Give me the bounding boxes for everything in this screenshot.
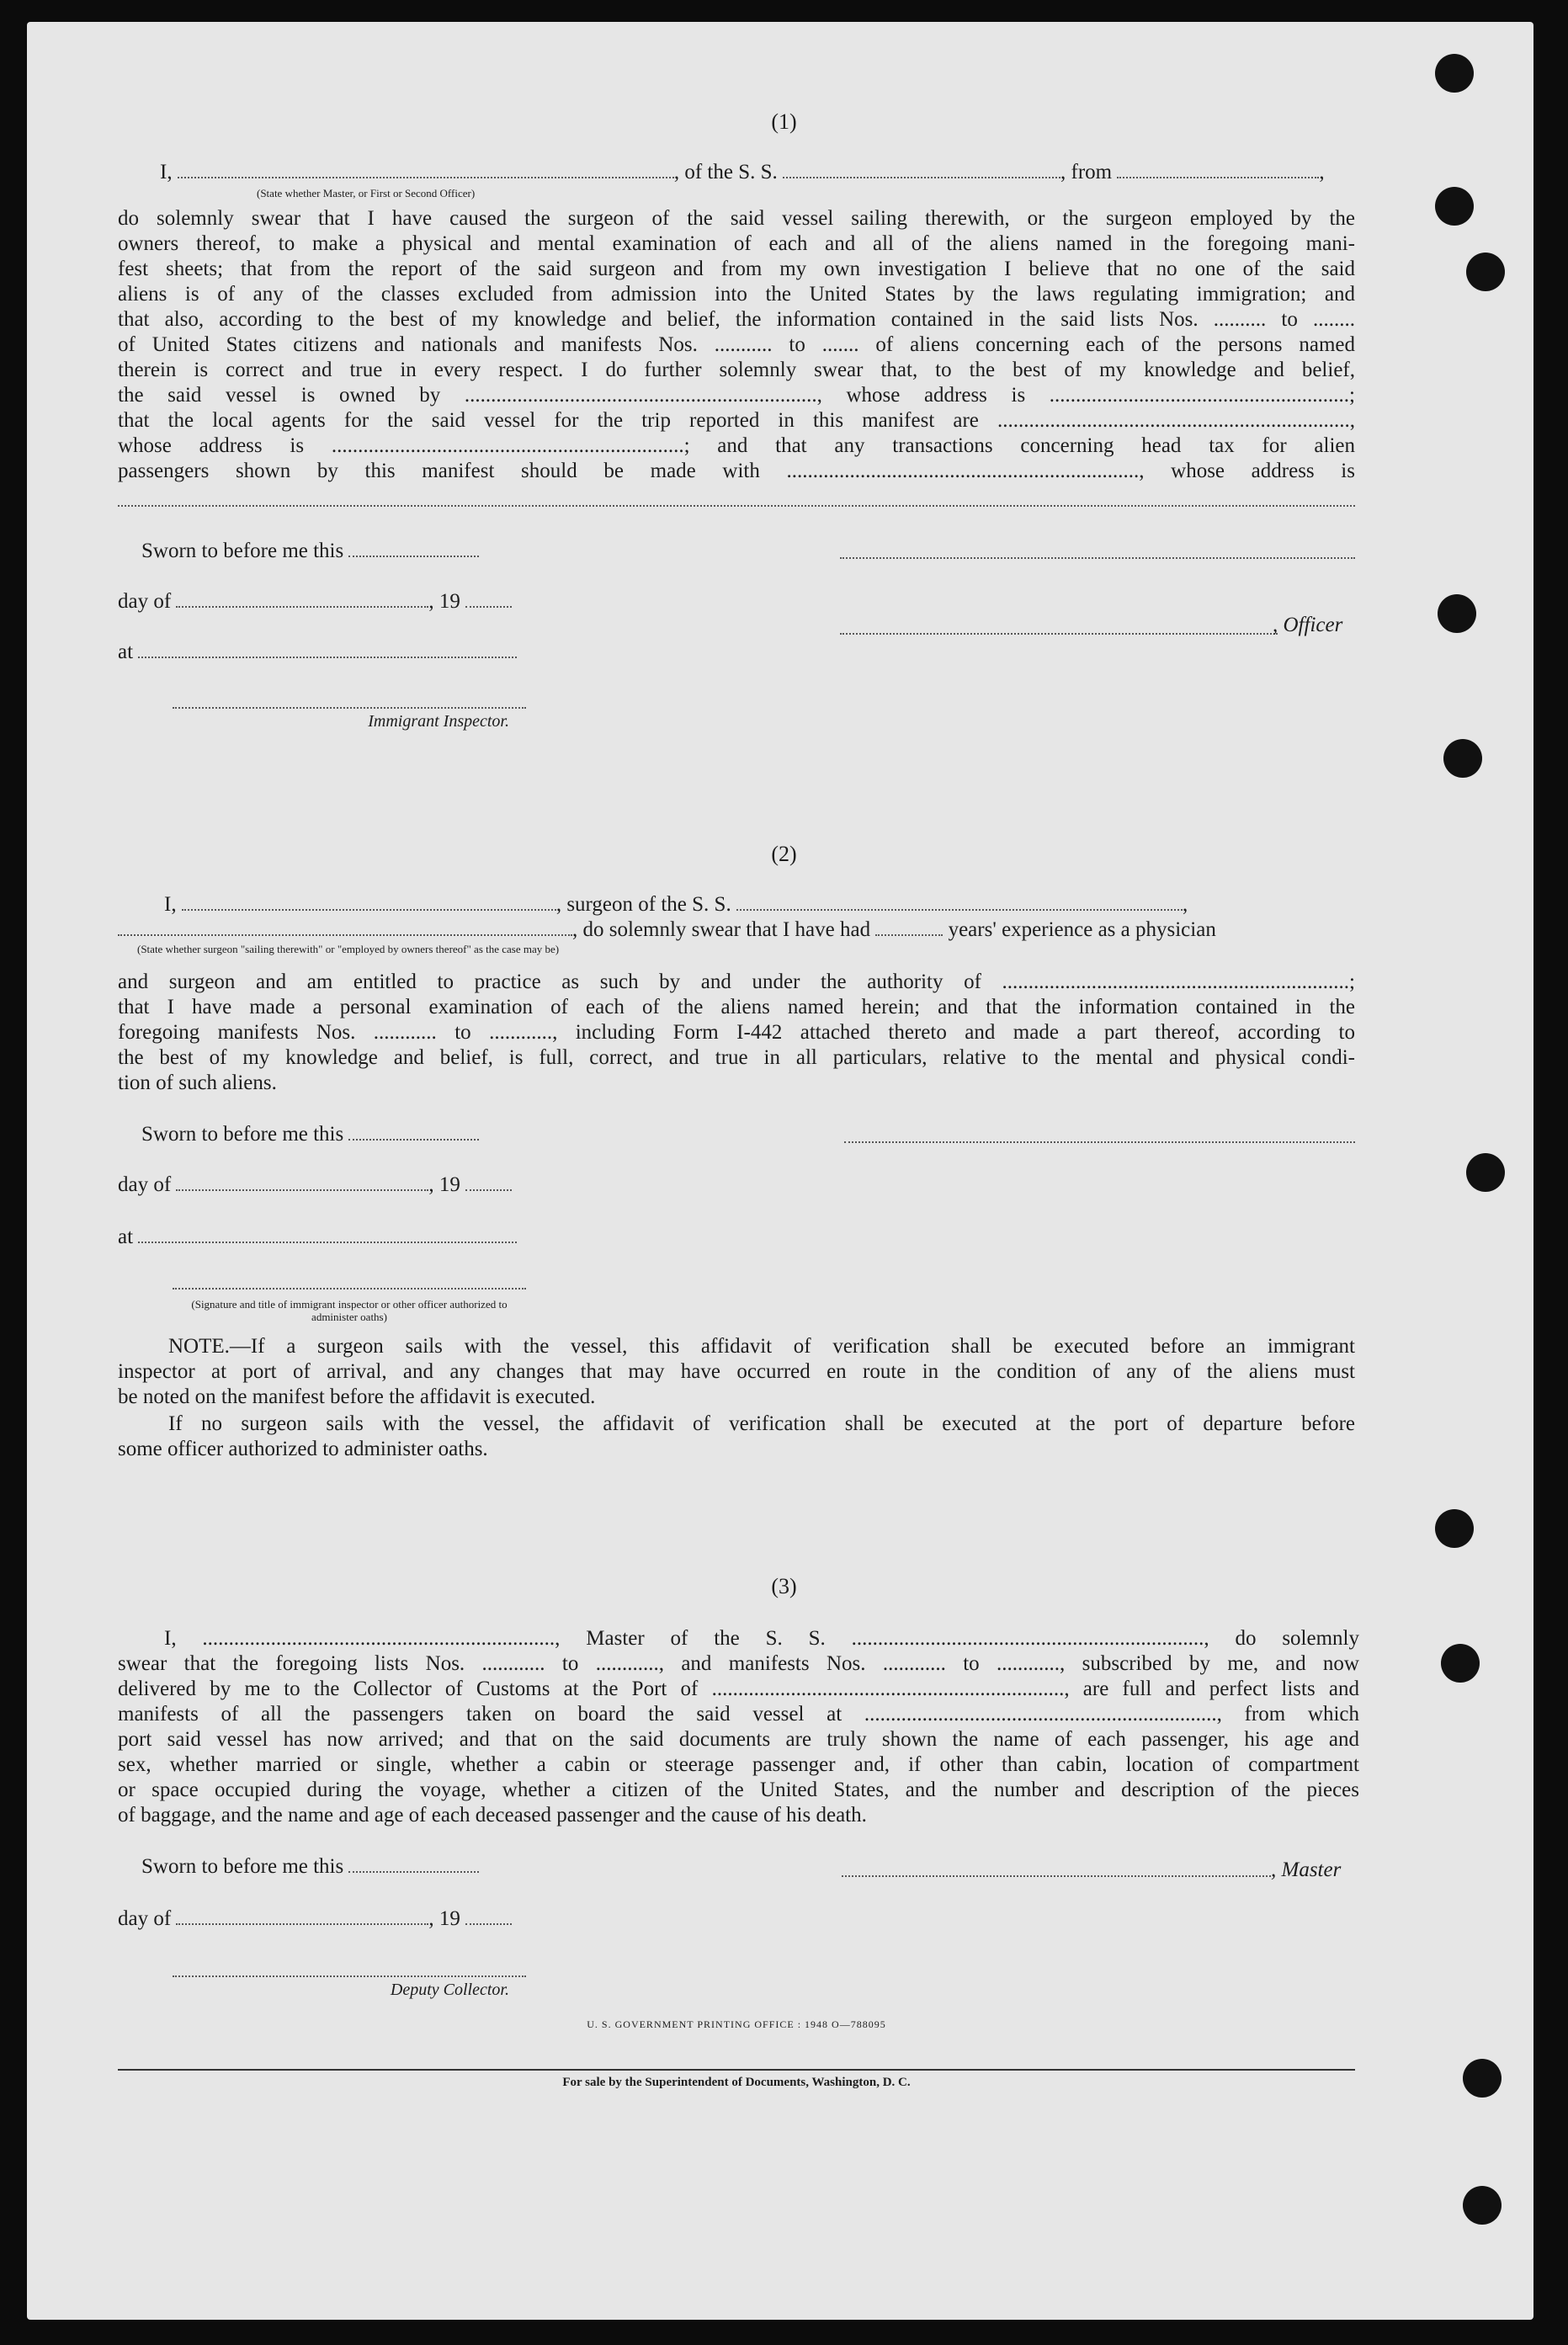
oath-line: that the local agents for the said vessel for the trip reported in this manifest are ..................................................................., bbox=[118, 409, 1355, 432]
oath-line: of United States citizens and nationals and manifests Nos. ........... to ....... of aliens concerning each of the persons named bbox=[118, 333, 1355, 356]
sale-notice: For sale by the Superintendent of Documents, Washington, D. C. bbox=[562, 2076, 911, 2089]
officer-signature-line[interactable] bbox=[840, 557, 1355, 559]
binder-hole bbox=[1463, 2186, 1502, 2225]
oath-line: port said vessel has now arrived; and that on the said documents are truly shown the name of each passenger, his age and bbox=[118, 1728, 1359, 1751]
officer-hint: (State whether Master, or First or Second Officer) bbox=[257, 187, 476, 199]
binder-hole bbox=[1435, 187, 1474, 226]
surgeon-status-field[interactable] bbox=[118, 917, 572, 936]
day-field[interactable] bbox=[176, 1172, 428, 1191]
oath-line: sex, whether married or single, whether a cabin or steerage passenger and, if other than cabin, location of compartment bbox=[118, 1753, 1359, 1776]
sworn-date-field[interactable] bbox=[348, 1854, 479, 1873]
binder-hole bbox=[1463, 2059, 1502, 2098]
oath-line: do solemnly swear that I have caused the surgeon of the said vessel sailing therewith, or the surgeon employed by the bbox=[118, 207, 1355, 230]
sworn-line: Sworn to before me this bbox=[141, 1122, 479, 1147]
note-line: be noted on the manifest before the affidavit is executed. bbox=[118, 1385, 596, 1408]
day-line: day of , 19 bbox=[118, 589, 512, 614]
note-line: NOTE.—If a surgeon sails with the vessel, this affidavit of verification shall be executed before an immigrant bbox=[168, 1335, 1355, 1358]
sworn-date-field[interactable] bbox=[348, 539, 479, 557]
section-number: (2) bbox=[771, 842, 797, 866]
footer-rule bbox=[118, 2069, 1355, 2071]
sworn-line: Sworn to before me this bbox=[141, 1854, 479, 1880]
surgeon-line: I, , surgeon of the S. S. , bbox=[164, 893, 1188, 916]
section-number: (3) bbox=[771, 1574, 797, 1598]
oath-line: of baggage, and the name and age of each deceased passenger and the cause of his death. bbox=[118, 1804, 867, 1827]
year-field[interactable] bbox=[465, 1906, 512, 1925]
oath-line: aliens is of any of the classes excluded from admission into the United States by the laws regulating immigration; and bbox=[118, 283, 1355, 306]
oath-line: and surgeon and am entitled to practice as such by and under the authority of ..................................................................; bbox=[118, 970, 1355, 993]
oath-line: I, ..................................................................., Master of the S. S. ..................................................................., do solemnly bbox=[164, 1627, 1359, 1650]
vessel-name-field[interactable] bbox=[736, 892, 1183, 911]
at-line: at bbox=[118, 640, 517, 665]
oath-line: owners thereof, to make a physical and mental examination of each and all of the aliens named in the foregoing mani- bbox=[118, 232, 1355, 255]
sworn-line: Sworn to before me this bbox=[141, 539, 479, 564]
oath-line: therein is correct and true in every respect. I do further solemnly swear that, to the best of my knowledge and belief, bbox=[118, 359, 1355, 381]
section-number: (1) bbox=[771, 109, 797, 134]
printing-office-imprint: U. S. GOVERNMENT PRINTING OFFICE : 1948 O—788095 bbox=[587, 2018, 886, 2030]
collector-signature-line[interactable] bbox=[173, 1975, 526, 1977]
officer-title-line[interactable] bbox=[840, 633, 1278, 635]
binder-hole bbox=[1466, 253, 1505, 291]
oath-line: manifests of all the passengers taken on board the said vessel at ..................................................................., from which bbox=[118, 1703, 1359, 1726]
years-field[interactable] bbox=[875, 917, 943, 936]
inspector-signature-line[interactable] bbox=[173, 707, 526, 709]
day-field[interactable] bbox=[176, 1906, 428, 1925]
location-field[interactable] bbox=[138, 640, 517, 658]
note-line: If no surgeon sails with the vessel, the affidavit of verification shall be executed at the port of departure before bbox=[168, 1412, 1355, 1435]
oath-line: whose address is ...................................................................; and that any transactions concerning head tax for alien bbox=[118, 434, 1355, 457]
authorized-signature-line[interactable] bbox=[173, 1288, 526, 1289]
departure-port-field[interactable] bbox=[1117, 160, 1319, 178]
master-caption: , Master bbox=[1271, 1858, 1342, 1881]
binder-hole bbox=[1441, 1644, 1480, 1683]
surgeon-hint: (State whether surgeon "sailing therewith" or "employed by owners thereof" as the case may be) bbox=[137, 943, 560, 955]
oath-line: tion of such aliens. bbox=[118, 1071, 277, 1094]
oath-line: fest sheets; that from the report of the said surgeon and from my own investigation I believe that no one of the said bbox=[118, 258, 1355, 280]
experience-line: , do solemnly swear that I have had years' experience as a physician bbox=[118, 917, 1216, 943]
vessel-name-field[interactable] bbox=[783, 160, 1060, 178]
oath-line: foregoing manifests Nos. ............ to ............, including Form I-442 attached thereto and made a part thereof, according to bbox=[118, 1021, 1355, 1044]
oath-line: or space occupied during the voyage, whether a citizen of the United States, and the number and description of the pieces bbox=[118, 1779, 1359, 1801]
day-field[interactable] bbox=[176, 589, 428, 608]
officer-caption: , Officer bbox=[1273, 614, 1343, 636]
officer-name-field[interactable] bbox=[178, 160, 674, 178]
year-field[interactable] bbox=[465, 589, 512, 608]
day-line: day of , 19 bbox=[118, 1172, 512, 1198]
oath-line: passengers shown by this manifest should be made with ..................................................................., whose address is bbox=[118, 460, 1355, 482]
surgeon-name-field[interactable] bbox=[182, 892, 556, 911]
at-line: at bbox=[118, 1225, 517, 1250]
oath-line: that I have made a personal examination of each of the aliens named herein; and that the information contained in the bbox=[118, 996, 1355, 1018]
binder-hole bbox=[1438, 594, 1476, 633]
oath-line: that also, according to the best of my knowledge and belief, the information contained in the said lists Nos. .......... to ........ bbox=[118, 308, 1355, 331]
oath-line: delivered by me to the Collector of Customs at the Port of ..................................................................., are full and perfect lists and bbox=[118, 1678, 1359, 1700]
binder-hole bbox=[1466, 1153, 1505, 1192]
note-line: inspector at port of arrival, and any changes that may have occurred en route in the condition of any of the aliens must bbox=[118, 1360, 1355, 1383]
note-line: some officer authorized to administer oaths. bbox=[118, 1438, 488, 1460]
binder-hole bbox=[1443, 739, 1482, 778]
binder-hole bbox=[1435, 54, 1474, 93]
year-field[interactable] bbox=[465, 1172, 512, 1191]
master-signature-line[interactable] bbox=[842, 1875, 1271, 1877]
oath-line: the said vessel is owned by ..................................................................., whose address is .........................................................; bbox=[118, 384, 1355, 407]
binder-hole bbox=[1435, 1509, 1474, 1548]
oath-line: the best of my knowledge and belief, is full, correct, and true in all particulars, relative to the mental and physical condi- bbox=[118, 1046, 1355, 1069]
signature-hint: (Signature and title of immigrant inspector or other officer authorized to administer oaths) bbox=[191, 1298, 508, 1323]
master-line: I, , of the S. S. , from , bbox=[160, 161, 1325, 183]
surgeon-signature-line[interactable] bbox=[844, 1141, 1355, 1143]
inspector-caption: Immigrant Inspector. bbox=[368, 712, 509, 731]
oath-line: swear that the foregoing lists Nos. ............ to ............, and manifests Nos. ............ to ............, subscribed by me, and now bbox=[118, 1652, 1359, 1675]
location-field[interactable] bbox=[138, 1225, 517, 1243]
day-line: day of , 19 bbox=[118, 1906, 512, 1932]
collector-caption: Deputy Collector. bbox=[390, 1981, 509, 1999]
address-field[interactable] bbox=[118, 505, 1355, 507]
sworn-date-field[interactable] bbox=[348, 1122, 479, 1141]
